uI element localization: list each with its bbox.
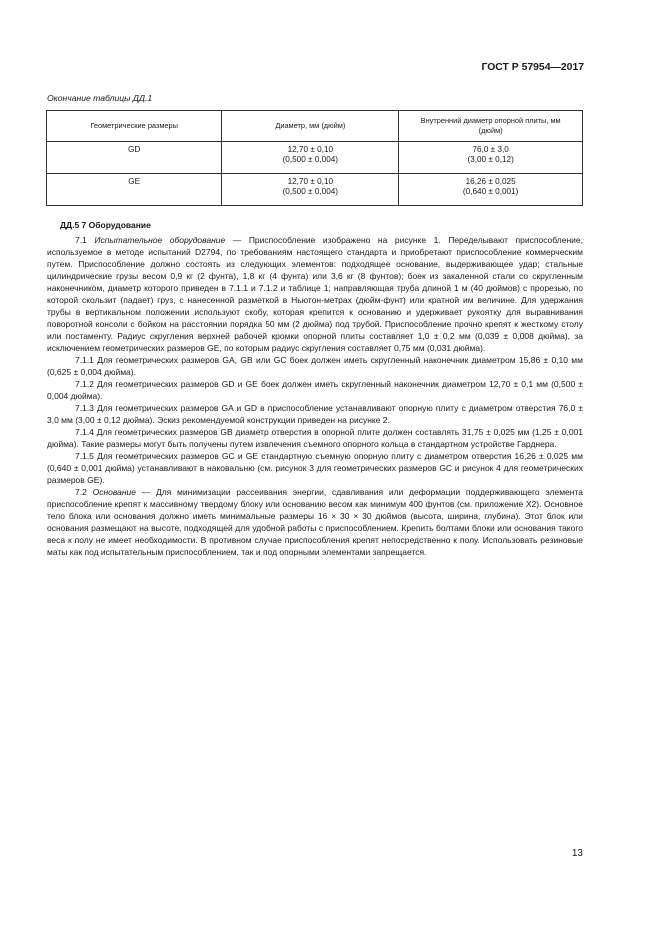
term-base: Основание [92, 487, 136, 497]
paragraph-7-1-1: 7.1.1 Для геометрических размеров GA, GB или GC боек должен иметь скругленный наконечник диаметром 15,86 ± 0,10 мм (0,625 ± 0,004 дюйма). [47, 355, 583, 377]
paragraph-7-1: 7.1 Испытательное оборудование — Приспособление изображено на рисунке 1. Переделывают приспособление, используемое в методе испытаний D2794, по требованиям настоящего стандарта и приобретают приспособление коммерческим путем. Приспособление должно состоять из следующих элементов: подходящее основание, выдерживающее удар; стальные цилиндрические грузы весом 0,9 кг (2 фунта), 1,8 кг (4 фунта) или 3,6 кг (8 фунтов); боек из закаленной стали со скругленным наконечником, диаметр которого приведен в 7.1.1 и 7.1.2 и таблице 1; направляющая труба длиной 1 м (40 дюймов) с прорезью, по которой скользит (падает) груз, с нанесенной разметкой в Ньютон-метрах (дюйм-фунт) или кратной им величине. Для удержания трубы в вертикальном положении используют скобу, которая крепится к основанию и удерживает рукоятку для выравнивания поворотной консоли с бойком на расстоянии порядка 50 мм (2 дюйма) под трубой. Приспособление прочно крепят к жесткому столу или постаменту. Радиус скругления верхней рабочей кромки опорной плиты составляет 1,0 ± 0,2 мм (0,039 ± 0,008 дюйма), за исключением геометрических размеров GE, по которым радиус скругления составляет 0,75 мм (0,031 дюйма). [47, 235, 583, 353]
paragraph-7-1-2: 7.1.2 Для геометрических размеров GD и GE боек должен иметь скругленный наконечник диаметром 12,70 ± 0,1 мм (0,500 ± 0,004 дюйма). [47, 379, 583, 401]
cell-inner-diameter: 16,26 ± 0,025 (0,640 ± 0,001) [399, 174, 583, 206]
table-caption: Окончание таблицы ДД.1 [47, 93, 153, 103]
page-number: 13 [571, 848, 583, 859]
table-row [47, 142, 583, 174]
cell-diameter: 12,70 ± 0,10 (0,500 ± 0,004) [222, 142, 399, 174]
paragraph-7-2: 7.2 Основание — Для минимизации рассеивания энергии, сдавливания или деформации поддерживающего элемента приспособление крепят к массивному твердому блоку или основанию весом как минимум 400 фунтов (см. приложение Х2). Основное тело блока или основания должно иметь минимальные размеры 16 × 30 × 30 дюймов (высота, ширина, глубина). Этот блок или основания размещают на высоте, подходящей для удобной работы с приспособлением. Крепить болтами блоки или основания такого веса к полу не имеет необходимости. В противном случае приспособления крепят непосредственно к полу. Использовать резиновые маты как под испытательным приспособлением, так и под опорными элементами запрещается. [47, 487, 583, 557]
col-header-inner-diameter: Внутренний диаметр опорной плиты, мм (дюйм) [399, 111, 583, 142]
paragraph-7-1-5: 7.1.5 Для геометрических размеров GC и GE стандартную съемную опорную плиту с диаметром отверстия 16,26 ± 0,025 мм (0,640 ± 0,001 дюйма) устанавливают в наковальню (см. рисунок 3 для геометрических размеров GC и рисунок 4 для геометрических размеров GE). [47, 451, 583, 485]
term-equipment: Испытательное оборудование [94, 235, 226, 245]
col-header-diameter: Диаметр, мм (дюйм) [222, 111, 399, 142]
section-title: ДД.5 7 Оборудование [60, 220, 151, 230]
paragraph-7-1-3: 7.1.3 Для геометрических размеров GA и GD в приспособление устанавливают опорную плиту с диаметром отверстия 76,0 ± 3,0 мм (3,00 ± 0,12 дюйма). Эскиз рекомендуемой конструкции приведен на рисунке 2. [47, 403, 583, 425]
cell-geometry: GD [47, 142, 222, 174]
table-row [47, 174, 583, 206]
document-header: ГОСТ Р 57954—2017 [481, 62, 584, 73]
cell-geometry: GE [47, 174, 222, 206]
cell-diameter: 12,70 ± 0,10 (0,500 ± 0,004) [222, 174, 399, 206]
table-header-row [47, 111, 583, 142]
cell-inner-diameter: 76,0 ± 3,0 (3,00 ± 0,12) [399, 142, 583, 174]
dimensions-table [46, 110, 583, 206]
document-body [47, 219, 583, 558]
paragraph-7-1-4: 7.1.4 Для геометрических размеров GB диаметр отверстия в опорной плите должен составлять 31,75 ± 0,025 мм (1,25 ± 0,001 дюйма). Такие размеры могут быть получены путем извлечения съемного опорного кольца в стандартном устройстве Гарднера. [47, 427, 583, 449]
col-header-geometry: Геометрические размеры [47, 111, 222, 142]
